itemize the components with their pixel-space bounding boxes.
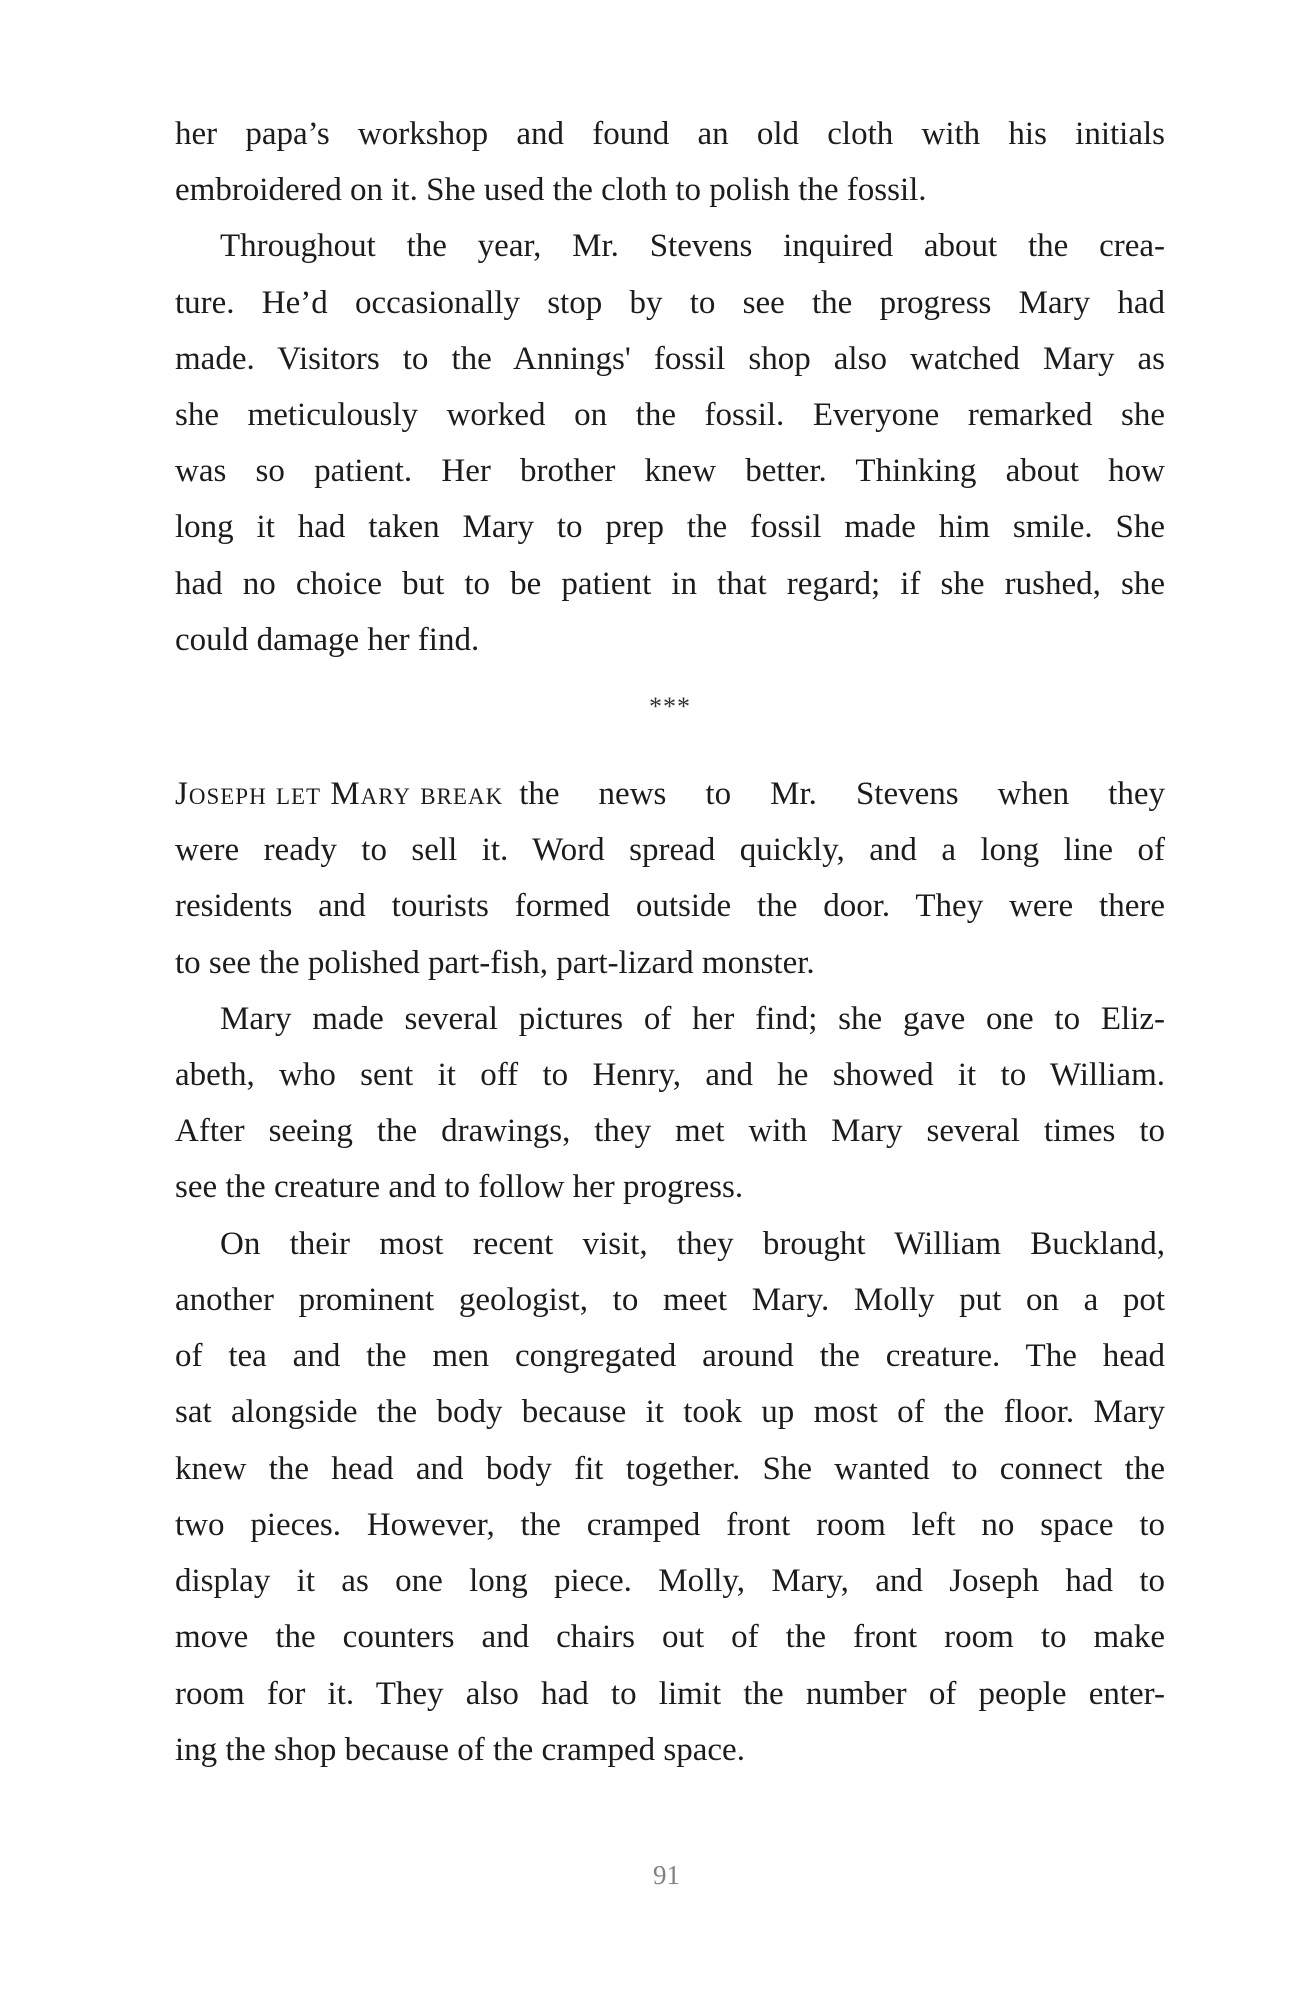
text-line: had no choice but to be patient in that regard; if she rushed, she xyxy=(175,566,1165,602)
text-fragment: the news to Mr. Stevens when they xyxy=(519,776,1165,812)
small-caps-lead-in: Joseph let Mary break xyxy=(175,776,504,812)
scene-break: *** xyxy=(649,692,691,721)
text-line: long it had taken Mary to prep the fossil made him smile. She xyxy=(175,509,1165,545)
text-line: Throughout the year, Mr. Stevens inquired about the crea- xyxy=(220,228,1165,264)
text-line: were ready to sell it. Word spread quickly, and a long line of xyxy=(175,832,1165,868)
text-line: embroidered on it. She used the cloth to polish the fossil. xyxy=(175,172,927,208)
text-line: was so patient. Her brother knew better. Thinking about how xyxy=(175,453,1165,489)
text-line: After seeing the drawings, they met with Mary several times to xyxy=(175,1113,1165,1149)
text-line: On their most recent visit, they brought William Buckland, xyxy=(220,1226,1165,1262)
text-line: display it as one long piece. Molly, Mary, and Joseph had to xyxy=(175,1563,1165,1599)
text-line: she meticulously worked on the fossil. Everyone remarked she xyxy=(175,397,1165,433)
text-line: sat alongside the body because it took up most of the floor. Mary xyxy=(175,1394,1165,1430)
text-line: Mary made several pictures of her find; she gave one to Eliz- xyxy=(220,1001,1165,1037)
text-line: her papa’s workshop and found an old cloth with his initials xyxy=(175,116,1165,152)
text-line: see the creature and to follow her progress. xyxy=(175,1169,744,1205)
text-line: made. Visitors to the Annings' fossil shop also watched Mary as xyxy=(175,341,1165,377)
text-line: residents and tourists formed outside the door. They were there xyxy=(175,888,1165,924)
text-line: another prominent geologist, to meet Mary. Molly put on a pot xyxy=(175,1282,1165,1318)
text-line: ture. He’d occasionally stop by to see the progress Mary had xyxy=(175,285,1165,321)
page-number: 91 xyxy=(653,1860,680,1890)
text-line: abeth, who sent it off to Henry, and he showed it to William. xyxy=(175,1057,1165,1093)
text-line-lead xyxy=(175,766,1165,822)
text-line: room for it. They also had to limit the number of people enter- xyxy=(175,1676,1165,1712)
text-line: move the counters and chairs out of the front room to make xyxy=(175,1619,1165,1655)
text-line: to see the polished part-fish, part-lizard monster. xyxy=(175,945,815,981)
text-line: of tea and the men congregated around the creature. The head xyxy=(175,1338,1165,1374)
text-line: two pieces. However, the cramped front room left no space to xyxy=(175,1507,1165,1543)
text-line: knew the head and body fit together. She wanted to connect the xyxy=(175,1451,1165,1487)
text-line: could damage her find. xyxy=(175,622,480,658)
text-line: ing the shop because of the cramped space. xyxy=(175,1732,745,1768)
